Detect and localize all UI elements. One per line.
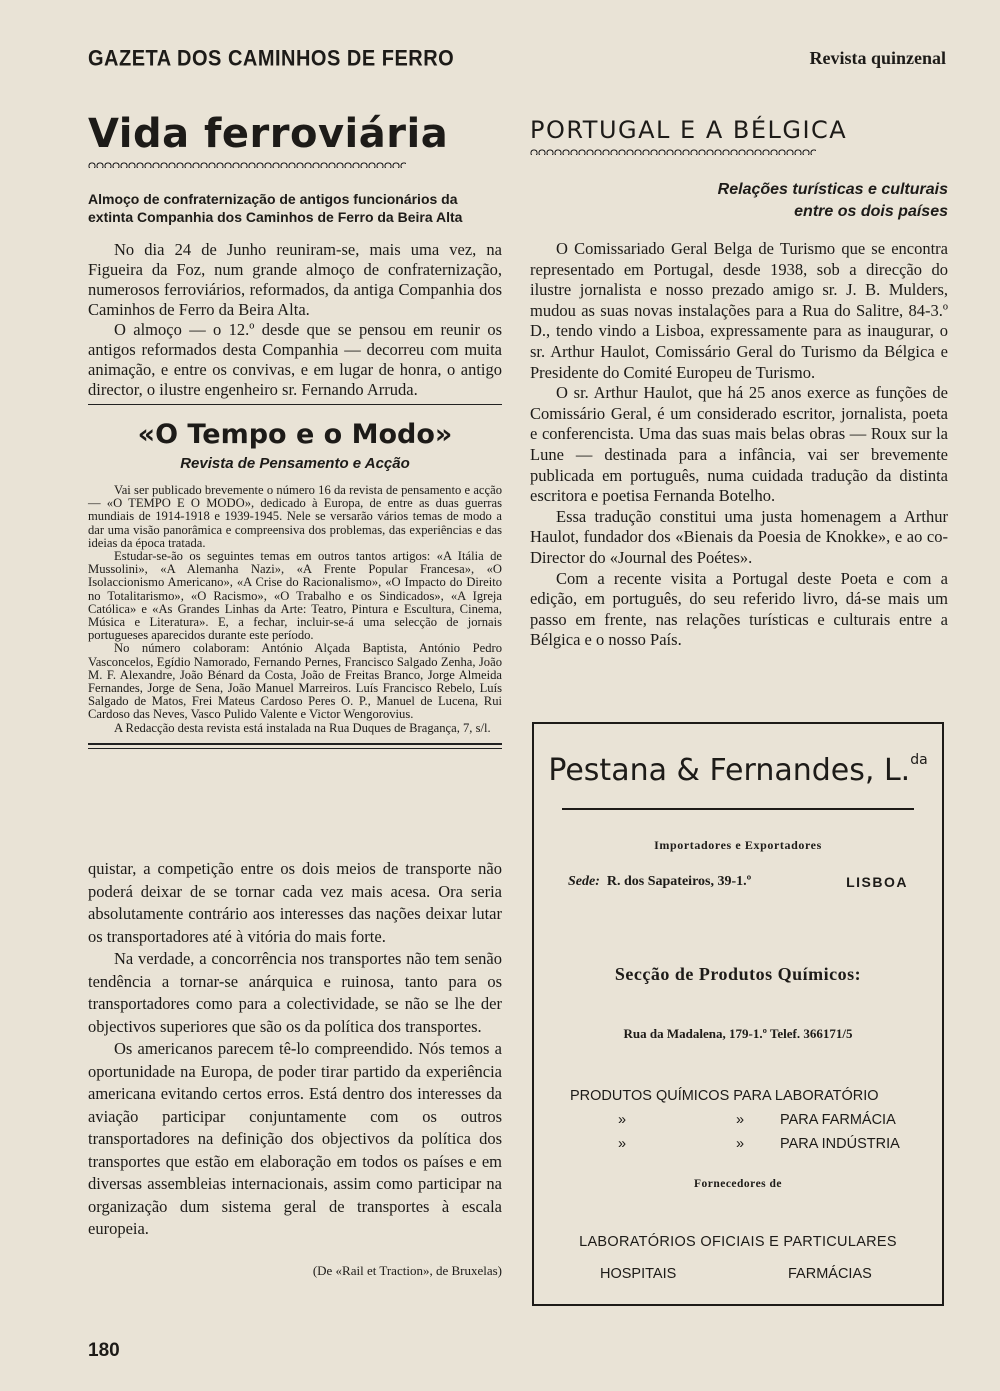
article-body bbox=[530, 239, 948, 651]
article-paragraph: O sr. Arthur Haulot, que há 25 anos exerce as funções de Comissário Geral, é um considerado escritor, jornalista, poeta e conferencista. Uma das suas mais belas obras — Roux sur la Lune — destinada para a infância, vai ser brevemente publicada em português, numa cuidada tradução da distinta escritora e poetisa Fernanda Botelho. bbox=[530, 383, 948, 506]
continuation-paragraph: quistar, a competição entre os dois meios de transporte não poderá deixar de se tornar cada vez mais acesa. Ora seria absolutamente contrário aos interesses das nações deixar lutar os transportadores até à vitória do mais forte. bbox=[88, 859, 502, 946]
ad-sede bbox=[568, 874, 908, 890]
article-title: PORTUGAL E A BÉLGICA bbox=[530, 116, 848, 144]
article-body bbox=[88, 240, 502, 400]
ad-products-text: PRODUTOS QUÍMICOS PARA LABORATÓRIO bbox=[570, 1088, 879, 1104]
box-bottom-rule bbox=[88, 743, 502, 745]
page-number: 180 bbox=[88, 1340, 120, 1361]
ad-pharmacies: FARMÁCIAS bbox=[788, 1266, 872, 1282]
ad-importers: Importadores e Exportadores bbox=[654, 838, 822, 852]
box-paragraph: Vai ser publicado brevemente o número 16 da revista de pensamento e acção — «O TEMPO E O MODO», dedicado à Europa, de entre as duas guerras mundiais de 1914-1918 e 1939-1945. Nele se versarão vários temas de modo a dar uma visão panorâmica e compreensiva dos problemas, das experiências e das ideias da época tratada. bbox=[88, 483, 502, 550]
box-paragraph: No número colaboram: António Alçada Baptista, António Pedro Vasconcelos, Egídio Namorado, Fernando Pernes, Francisco Salgado Zenha, João M. F. Alexandre, João Bénard da Costa, João de Freitas Branco, Jorge Almeida Fernandes, Jorge de Sena, João Manuel Marreiros. Luís Francisco Rebelo, Luís Salgado de Matos, Frei Mateus Cardoso Peres O. P., Manuel de Lucena, Rui Cardoso das Neves, Vasco Pulido Valente e Victor Wengorovius. bbox=[88, 641, 502, 722]
article-subtitle-line: entre os dois países bbox=[794, 203, 948, 220]
ad-ditto: » bbox=[736, 1112, 745, 1128]
ad-ditto: » bbox=[618, 1136, 627, 1152]
publication-name: GAZETA DOS CAMINHOS DE FERRO bbox=[88, 46, 455, 72]
article-paragraph: Com a recente visita a Portugal deste Poeta e com a edição, em português, do seu referido livro, dá-se mais um passo em frente, nas relações turísticas e culturais entre a Bélgica e o nosso País. bbox=[530, 568, 948, 650]
article-subhead: Almoço de confraternização de antigos funcionários da extinta Companhia dos Caminhos de Ferro da Beira Alta bbox=[88, 191, 463, 225]
ad-rule bbox=[562, 808, 914, 810]
title-wavy-rule bbox=[88, 160, 406, 168]
article-paragraph: O Comissariado Geral Belga de Turismo que se encontra representado em Portugal, desde 1938, sob a direcção do ilustre jornalista e nosso prezado amigo sr. J. B. Mulders, mudou as suas novas instalações para a Rua do Salitre, 84-3.º D., tendo vindo a Lisboa, expressamente para as inaugurar, o sr. Arthur Haulot, Comissário Geral do Turismo da Bélgica e Presidente do Comité Europeu de Turismo. bbox=[530, 239, 948, 382]
article-paragraph: O almoço — o 12.º desde que se pensou em reunir os antigos reformados desta Companhia — decorreu com muita animação, e entre os convivas, e em lugar de honra, o antigo director, o ilustre engenheiro sr. Fernando Arruda. bbox=[88, 320, 502, 399]
left-column bbox=[88, 110, 502, 749]
source-note: (De «Rail et Traction», de Bruxelas) bbox=[312, 1262, 502, 1278]
ad-section: Secção de Produtos Químicos: bbox=[614, 964, 862, 984]
ad-company-sup: da bbox=[910, 752, 928, 768]
section-title: Vida ferroviária bbox=[88, 111, 449, 157]
box-body bbox=[88, 484, 502, 735]
ad-company-name bbox=[534, 752, 942, 788]
ad-city: LISBOA bbox=[846, 874, 908, 890]
running-header bbox=[88, 48, 946, 78]
left-column-continuation bbox=[88, 858, 502, 1279]
divider bbox=[88, 404, 502, 405]
article-subtitle-line: Relações turísticas e culturais bbox=[717, 181, 948, 198]
ad-sede-address: R. dos Sapateiros, 39-1.º bbox=[606, 874, 752, 889]
ad-labs: LABORATÓRIOS OFICIAIS E PARTICULARES bbox=[579, 1234, 897, 1250]
article-subtitle bbox=[530, 179, 948, 223]
ad-hospitals: HOSPITAIS bbox=[600, 1266, 677, 1282]
ad-company-text: Pestana & Fernandes, L. bbox=[548, 753, 911, 788]
right-column bbox=[530, 115, 948, 651]
ad-products-line bbox=[570, 1088, 922, 1104]
box-title: «O Tempo e o Modo» bbox=[137, 419, 453, 450]
continuation-body bbox=[88, 858, 502, 1241]
box-bottom-rule-thin bbox=[88, 748, 502, 749]
ad-ditto: » bbox=[736, 1136, 745, 1152]
box-subtitle: Revista de Pensamento e Acção bbox=[180, 455, 410, 472]
article-paragraph: Essa tradução constitui uma justa homenagem a Arthur Haulot, fundador dos «Bienais da Poesia de Knokke», e ao co-Director do «Journal des Poétes». bbox=[530, 506, 948, 567]
ad-sede-label: Sede: bbox=[568, 874, 600, 889]
title-wavy-rule bbox=[530, 147, 816, 155]
ad-suppliers: Fornecedores de bbox=[693, 1178, 783, 1190]
ad-products-text: PARA FARMÁCIA bbox=[780, 1112, 896, 1128]
box-paragraph: A Redacção desta revista está instalada na Rua Duques de Bragança, 7, s/l. bbox=[114, 720, 491, 735]
publication-frequency: Revista quinzenal bbox=[809, 48, 946, 68]
article-paragraph: No dia 24 de Junho reuniram-se, mais uma vez, na Figueira da Foz, num grande almoço de confraternização, numerosos ferroviários, reformados, da antiga Companhia dos Caminhos de Ferro da Beira Alta. bbox=[88, 240, 502, 319]
box-paragraph: Estudar-se-ão os seguintes temas em outros tantos artigos: «A Itália de Mussolini», «A Alemanha Nazi», «A Frente Popular Francesa», «O Isolaccionismo Americano», «A Crise do Racionalismo», «O Impacto do Direito no Totalitarismo», «O Racismo», «O Trabalho e os Sindicados», «A Igreja Católica» e «As Grandes Linhas da Arte: Teatro, Pintura e Escultura, Cinema, Música e Literatura». E, a fechar, incluir-se-á uma selecção de jornais portugueses aparecidos durante este período. bbox=[88, 549, 502, 643]
ad-ditto: » bbox=[618, 1112, 627, 1128]
ad-address: Rua da Madalena, 179-1.º Telef. 366171/5 bbox=[623, 1026, 853, 1041]
continuation-paragraph: Na verdade, a concorrência nos transportes não tem senão tendência a tornar-se anárquica e ruinosa, tanto para os transportadores como para a colectividade, se não se lhe der objectivos superiores que são os da política dos transportes. bbox=[88, 949, 502, 1036]
continuation-paragraph: Os americanos parecem tê-lo compreendido. Nós temos a oportunidade na Europa, de poder tirar partido da experiência americana evitando certos erros. Está dentro dos interesses da aviação participar conjuntamente com os outros transportadores na definição dos objectivos da política dos transportes que estão em elaboração em todos os países e em diversas assembleias internacionais, assim como participar na organização dum sistema geral de transportes à escala europeia. bbox=[88, 1039, 502, 1238]
ad-products-text: PARA INDÚSTRIA bbox=[780, 1136, 900, 1152]
advertisement bbox=[532, 722, 944, 1306]
